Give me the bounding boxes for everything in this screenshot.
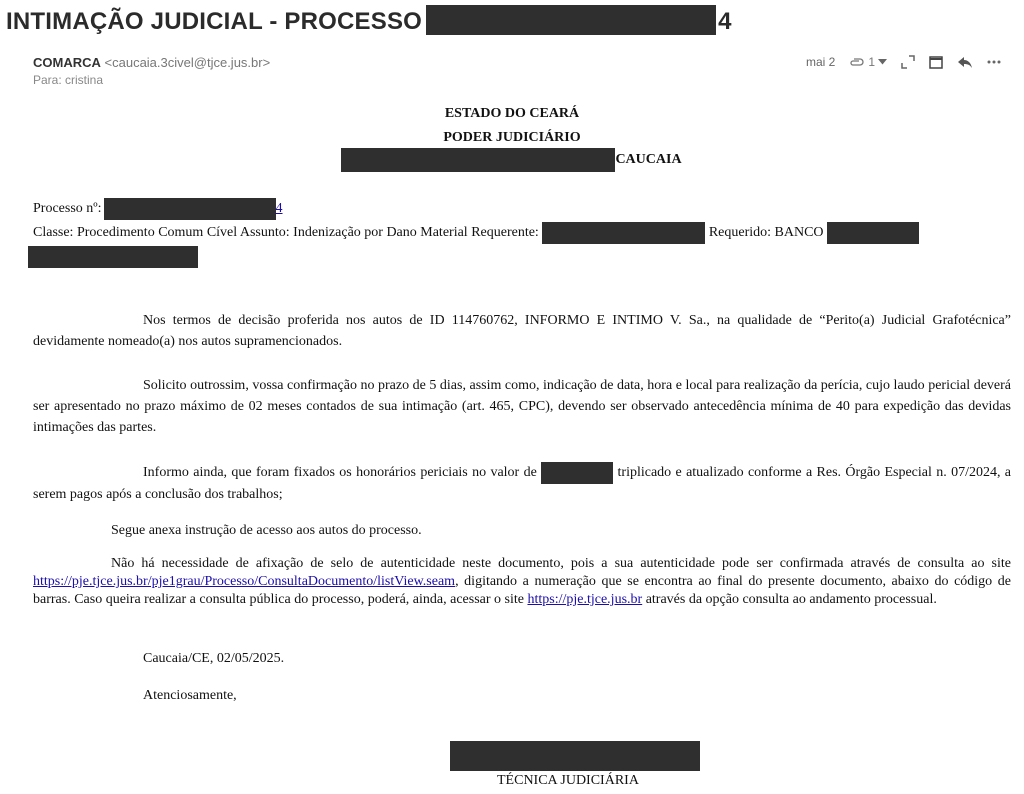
email-header [33,55,1013,95]
letterhead-state: ESTADO DO CEARÁ [444,106,580,121]
paragraph-authenticity [33,555,1011,609]
process-number-line [33,198,283,220]
defendant-label: Requerido: BANCO [708,225,824,241]
window-icon [929,56,943,69]
more-button[interactable] [987,60,1001,64]
sender-email: <caucaia.3civel@tjce.jus.br> [104,55,271,70]
reply-icon [957,56,973,69]
paragraph-request: Solicito outrossim, vossa confirmação no prazo de 5 dias, assim como, indicação de data, hora e local para realização da perícia, cujo laudo pericial deverá ser apresentado no prazo máximo de 02 meses contados de sua intimação (art. 465, CPC), devendo ser observado antecedência mínima de 40 para expedição das devidas intimações das partes. [33,378,1011,435]
subject-bar [0,0,1024,40]
message-toolbar [806,55,1001,69]
attachments-button[interactable] [849,55,887,69]
redaction-block [541,462,613,484]
letterhead-court [0,148,1024,172]
signature-name [450,741,700,771]
process-class-line-2 [28,246,198,268]
email-subject [6,5,732,36]
fees-text-after: triplicado e atualizado conforme a Res. Órgão Especial n. 07/2024, a serem pagos após a conclusão dos trabalhos; [33,465,1012,502]
letterhead-power: PODER JUDICIÁRIO [443,130,581,145]
subject-prefix: INTIMAÇÃO JUDICIAL - PROCESSO [6,8,423,35]
fees-text-before: Informo ainda, que foram fixados os honorários periciais no valor de [143,465,537,481]
pje-document-link[interactable]: https://pje.tjce.jus.br/pje1grau/Processo/ConsultaDocumento/listView.seam [33,574,456,589]
redaction-block [28,246,198,268]
place-date: Caucaia/CE, 02/05/2025. [143,651,285,666]
paragraph-fees [33,462,1011,505]
redaction-block [542,222,705,244]
redaction-block [827,222,919,244]
reply-button[interactable] [957,56,973,69]
letterhead-city: CAUCAIA [615,152,682,168]
closing: Atenciosamente, [143,688,237,703]
process-class: Classe: Procedimento Comum Cível Assunto: Indenização por Dano Material Requerente: [33,225,539,241]
expand-button[interactable] [901,55,915,69]
pje-site-link[interactable]: https://pje.tjce.jus.br [527,592,643,607]
authenticity-text-b: , digitando a numeração que se encontra ao final do presente documento, abaixo do código de barras. Caso queira realizar a consulta pública do processo, poderá, ainda, acessar o site [33,574,1011,607]
authenticity-text-a: Não há necessidade de afixação de selo de autenticidade neste documento, pois a sua autenticidade pode ser confirmada através de consulta ao site [111,556,1011,571]
paragraph-appointment: Nos termos de decisão proferida nos autos de ID 114760762, INFORMO E INTIMO V. Sa., na qualidade de “Perito(a) Judicial Grafotécnica” devidamente nomeado(a) nos autos supramencionados. [33,313,1011,349]
more-icon [987,60,1001,64]
expand-icon [901,55,915,69]
process-label: Processo nº: [33,201,102,217]
signature-title: TÉCNICA JUDICIÁRIA [497,773,639,788]
redaction-block [426,5,716,35]
paragraph-attachment-note: Segue anexa instrução de acesso aos autos do processo. [111,523,422,538]
redaction-block [450,741,700,771]
process-number-link[interactable]: 4 [275,201,283,217]
sender-name: COMARCA [33,55,101,70]
attachments-count: 1 [868,55,875,69]
subject-suffix: 4 [718,8,732,35]
redaction-block [341,148,615,172]
paperclip-icon [849,57,865,67]
popout-button[interactable] [929,56,943,69]
chevron-down-icon [878,59,887,65]
recipient: Para: cristina [33,73,104,87]
redaction-block [104,198,276,220]
authenticity-text-c: através da opção consulta ao andamento processual. [645,592,937,607]
process-class-line [33,222,919,244]
message-date: mai 2 [805,55,836,69]
